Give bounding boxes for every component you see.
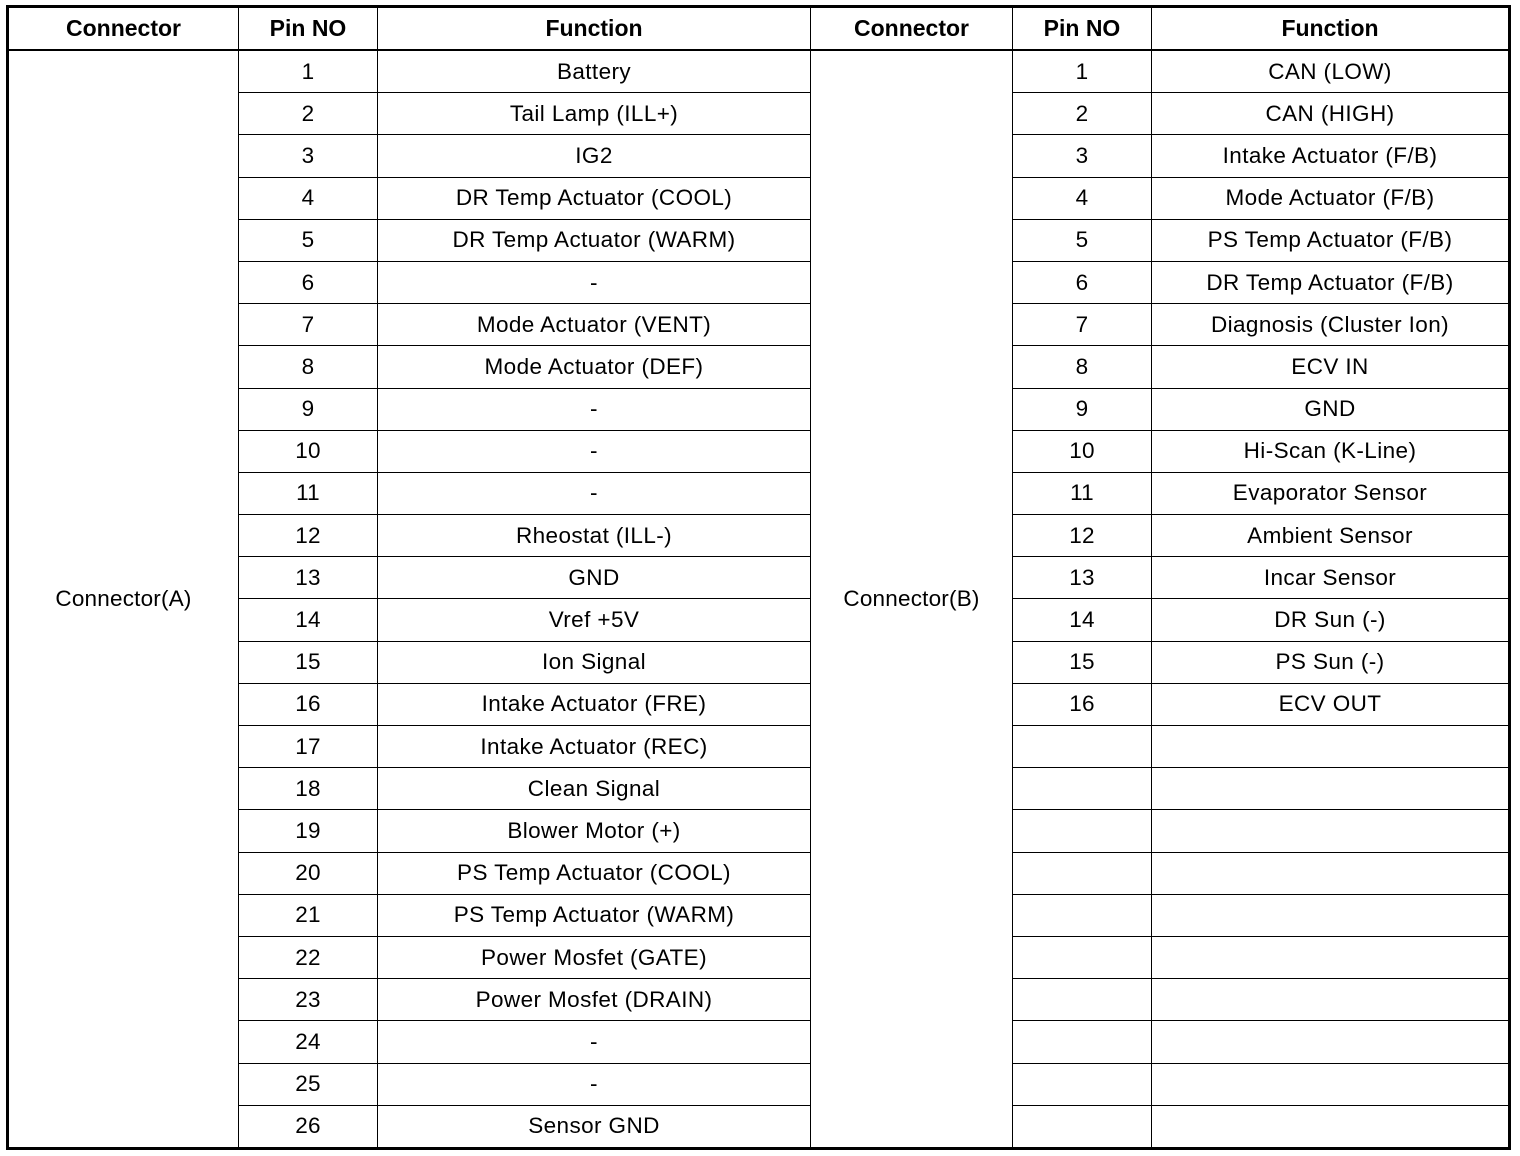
connector-a-pin-number: 16	[239, 683, 378, 725]
connector-a-pin-function: DR Temp Actuator (WARM)	[378, 219, 811, 261]
connector-a-pin-function: -	[378, 388, 811, 430]
connector-b-pin-function	[1152, 768, 1510, 810]
connector-a-pin-number: 1	[239, 50, 378, 93]
connector-a-label: Connector(A)	[8, 50, 239, 1149]
connector-b-pin-number: 6	[1013, 261, 1152, 303]
connector-a-pin-number: 25	[239, 1063, 378, 1105]
connector-a-pin-number: 12	[239, 515, 378, 557]
connector-b-pin-function	[1152, 852, 1510, 894]
connector-a-pin-function: Power Mosfet (DRAIN)	[378, 979, 811, 1021]
connector-a-pin-function: -	[378, 472, 811, 514]
connector-b-pin-number	[1013, 894, 1152, 936]
connector-a-pin-function: Ion Signal	[378, 641, 811, 683]
connector-a-pin-function: -	[378, 1063, 811, 1105]
connector-a-pin-number: 10	[239, 430, 378, 472]
connector-b-pin-function	[1152, 1021, 1510, 1063]
connector-pin-table	[6, 5, 1511, 1150]
connector-a-pin-number: 6	[239, 261, 378, 303]
header-row	[8, 7, 1510, 51]
connector-b-pin-number: 4	[1013, 177, 1152, 219]
connector-a-pin-number: 2	[239, 93, 378, 135]
connector-a-pin-number: 13	[239, 557, 378, 599]
connector-b-pin-function	[1152, 726, 1510, 768]
connector-a-pin-number: 5	[239, 219, 378, 261]
table-body	[8, 50, 1510, 1149]
connector-b-pin-function: DR Sun (-)	[1152, 599, 1510, 641]
connector-a-pin-function: Sensor GND	[378, 1105, 811, 1148]
connector-a-pin-number: 14	[239, 599, 378, 641]
connector-b-pin-number: 16	[1013, 683, 1152, 725]
connector-a-pin-number: 3	[239, 135, 378, 177]
connector-b-pin-function: Hi-Scan (K-Line)	[1152, 430, 1510, 472]
connector-b-pin-number	[1013, 979, 1152, 1021]
connector-b-pin-function: ECV IN	[1152, 346, 1510, 388]
connector-a-pin-function: Mode Actuator (DEF)	[378, 346, 811, 388]
connector-a-pin-function: GND	[378, 557, 811, 599]
connector-a-pin-function: Clean Signal	[378, 768, 811, 810]
connector-a-pin-number: 18	[239, 768, 378, 810]
connector-b-pin-function: GND	[1152, 388, 1510, 430]
connector-b-pin-number: 8	[1013, 346, 1152, 388]
connector-a-pin-function: Mode Actuator (VENT)	[378, 304, 811, 346]
connector-b-pin-function: PS Sun (-)	[1152, 641, 1510, 683]
connector-a-pin-number: 15	[239, 641, 378, 683]
header-function-b: Function	[1152, 7, 1510, 51]
connector-a-pin-function: -	[378, 261, 811, 303]
connector-a-pin-number: 11	[239, 472, 378, 514]
connector-a-pin-number: 26	[239, 1105, 378, 1148]
connector-b-pin-function: Ambient Sensor	[1152, 515, 1510, 557]
connector-b-pin-function: Diagnosis (Cluster Ion)	[1152, 304, 1510, 346]
connector-b-pin-function: Evaporator Sensor	[1152, 472, 1510, 514]
connector-a-pin-function: -	[378, 1021, 811, 1063]
connector-b-pin-number: 13	[1013, 557, 1152, 599]
connector-b-pin-function	[1152, 936, 1510, 978]
connector-a-pin-function: Power Mosfet (GATE)	[378, 936, 811, 978]
connector-a-pin-function: PS Temp Actuator (COOL)	[378, 852, 811, 894]
table-row	[8, 50, 1510, 93]
header-pin-no-a: Pin NO	[239, 7, 378, 51]
connector-a-pin-function: Tail Lamp (ILL+)	[378, 93, 811, 135]
connector-b-pin-number	[1013, 810, 1152, 852]
connector-b-pin-function	[1152, 979, 1510, 1021]
connector-a-pin-function: IG2	[378, 135, 811, 177]
connector-b-pin-number: 9	[1013, 388, 1152, 430]
connector-a-pin-function: DR Temp Actuator (COOL)	[378, 177, 811, 219]
connector-a-pin-number: 7	[239, 304, 378, 346]
connector-b-pin-number	[1013, 1021, 1152, 1063]
header-connector-a: Connector	[8, 7, 239, 51]
connector-a-pin-number: 22	[239, 936, 378, 978]
connector-a-pin-number: 20	[239, 852, 378, 894]
header-pin-no-b: Pin NO	[1013, 7, 1152, 51]
connector-a-pin-function: Intake Actuator (REC)	[378, 726, 811, 768]
connector-b-pin-number: 14	[1013, 599, 1152, 641]
connector-b-pin-number	[1013, 768, 1152, 810]
connector-a-pin-function: Rheostat (ILL-)	[378, 515, 811, 557]
connector-b-pin-number: 12	[1013, 515, 1152, 557]
connector-a-pin-number: 21	[239, 894, 378, 936]
connector-b-pin-number	[1013, 1105, 1152, 1148]
connector-a-pin-function: Battery	[378, 50, 811, 93]
connector-b-pin-function	[1152, 810, 1510, 852]
connector-a-pin-number: 24	[239, 1021, 378, 1063]
connector-b-pin-number	[1013, 1063, 1152, 1105]
connector-b-pin-number: 5	[1013, 219, 1152, 261]
connector-a-pin-function: PS Temp Actuator (WARM)	[378, 894, 811, 936]
connector-b-pin-number: 7	[1013, 304, 1152, 346]
connector-b-pin-function: CAN (LOW)	[1152, 50, 1510, 93]
connector-b-pin-number: 15	[1013, 641, 1152, 683]
connector-a-pin-number: 19	[239, 810, 378, 852]
connector-b-pin-function	[1152, 894, 1510, 936]
connector-b-label: Connector(B)	[811, 50, 1013, 1149]
connector-a-pin-function: -	[378, 430, 811, 472]
connector-a-pin-number: 17	[239, 726, 378, 768]
connector-a-pin-number: 9	[239, 388, 378, 430]
connector-a-pin-number: 23	[239, 979, 378, 1021]
connector-b-pin-function: DR Temp Actuator (F/B)	[1152, 261, 1510, 303]
connector-b-pin-function: PS Temp Actuator (F/B)	[1152, 219, 1510, 261]
connector-b-pin-function: Incar Sensor	[1152, 557, 1510, 599]
connector-b-pin-function	[1152, 1063, 1510, 1105]
header-function-a: Function	[378, 7, 811, 51]
connector-b-pin-number	[1013, 936, 1152, 978]
connector-b-pin-function: CAN (HIGH)	[1152, 93, 1510, 135]
connector-b-pin-function: ECV OUT	[1152, 683, 1510, 725]
connector-a-pin-number: 4	[239, 177, 378, 219]
connector-b-pin-function: Intake Actuator (F/B)	[1152, 135, 1510, 177]
connector-b-pin-number: 10	[1013, 430, 1152, 472]
connector-b-pin-function: Mode Actuator (F/B)	[1152, 177, 1510, 219]
connector-b-pin-number	[1013, 726, 1152, 768]
connector-b-pin-number: 2	[1013, 93, 1152, 135]
connector-b-pin-number: 3	[1013, 135, 1152, 177]
header-connector-b: Connector	[811, 7, 1013, 51]
connector-a-pin-function: Blower Motor (+)	[378, 810, 811, 852]
connector-a-pin-function: Vref +5V	[378, 599, 811, 641]
connector-a-pin-function: Intake Actuator (FRE)	[378, 683, 811, 725]
connector-a-pin-number: 8	[239, 346, 378, 388]
connector-b-pin-number: 11	[1013, 472, 1152, 514]
connector-b-pin-number	[1013, 852, 1152, 894]
connector-b-pin-number: 1	[1013, 50, 1152, 93]
connector-b-pin-function	[1152, 1105, 1510, 1148]
